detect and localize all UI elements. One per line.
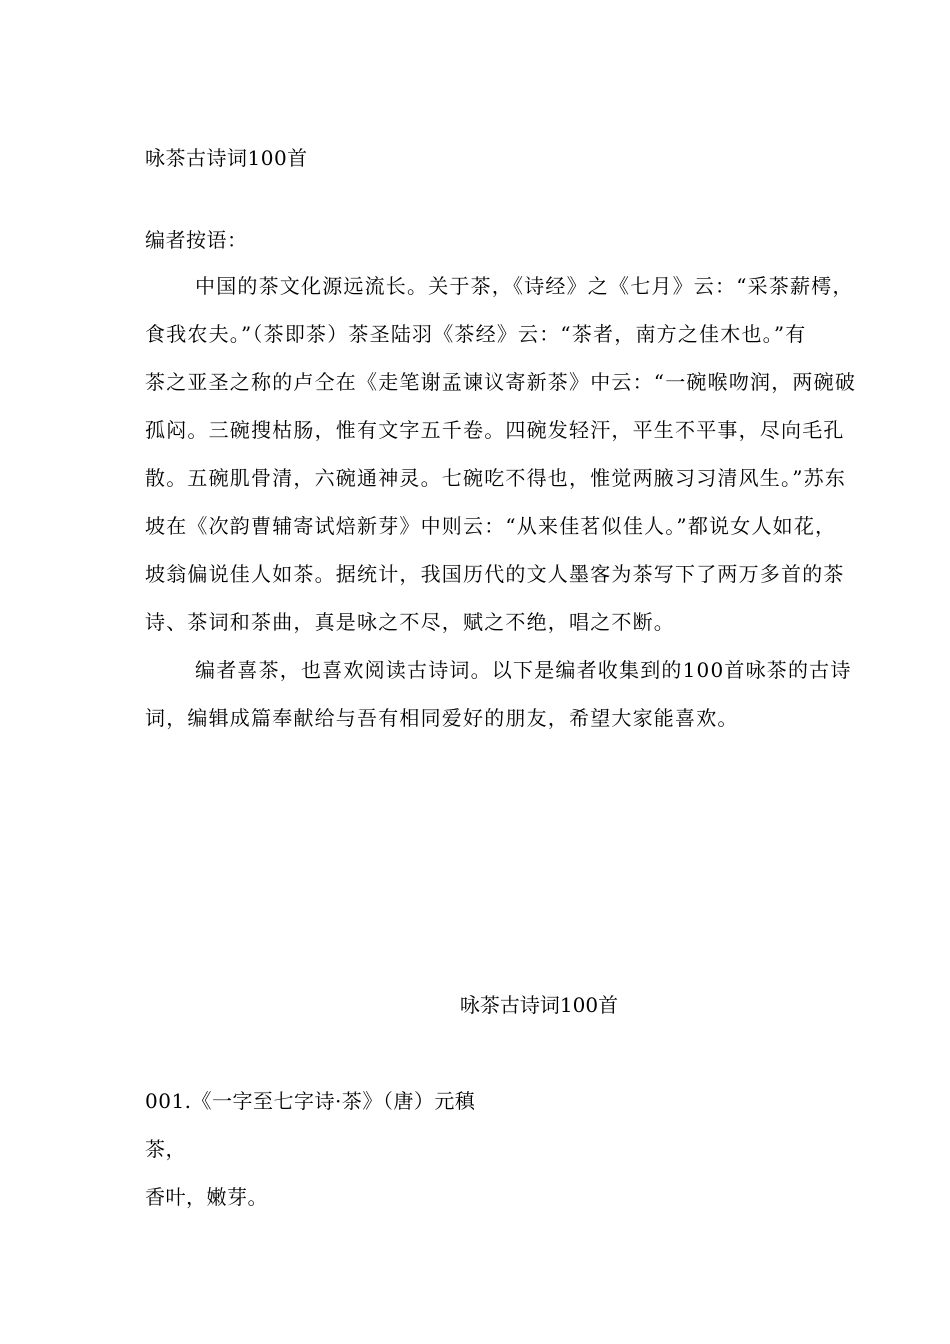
preface-heading: 编者按语： (145, 228, 248, 252)
paragraph-line: 孤闷。三碗搜枯肠，惟有文字五千卷。四碗发轻汗，平生不平事，尽向毛孔 (145, 418, 845, 442)
document-top-title: 咏茶古诗词100首 (145, 146, 308, 170)
paragraph-line: 茶之亚圣之称的卢仝在《走笔谢孟谏议寄新茶》中云：“一碗喉吻润，两碗破 (145, 370, 857, 394)
poem-line: 香叶，嫩芽。 (145, 1185, 268, 1209)
paragraph-line: 编者喜茶，也喜欢阅读古诗词。以下是编者收集到的100首咏茶的古诗 (195, 658, 852, 682)
paragraph-line: 中国的茶文化源远流长。关于茶，《诗经》之《七月》云：“采茶薪樗， (195, 274, 854, 298)
paragraph-line: 词，编辑成篇奉献给与吾有相同爱好的朋友，希望大家能喜欢。 (145, 706, 739, 730)
section-title: 咏茶古诗词100首 (459, 993, 619, 1017)
paragraph-line: 坡在《次韵曹辅寄试焙新芽》中则云：“从来佳茗似佳人。”都说女人如花， (145, 514, 837, 538)
poem-heading: 001.《一字至七字诗·茶》（唐）元稹 (145, 1089, 476, 1113)
paragraph-line: 坡翁偏说佳人如茶。据统计，我国历代的文人墨客为茶写下了两万多首的茶 (145, 562, 845, 586)
paragraph-line: 食我农夫。”（茶即茶）茶圣陆羽《茶经》云：“茶者，南方之佳木也。”有 (145, 322, 807, 346)
paragraph-line: 诗、茶词和茶曲，真是咏之不尽，赋之不绝，唱之不断。 (145, 610, 675, 634)
poem-line: 茶， (145, 1137, 186, 1161)
paragraph-line: 散。五碗肌骨清，六碗通神灵。七碗吃不得也，惟觉两腋习习清风生。”苏东 (145, 466, 847, 490)
